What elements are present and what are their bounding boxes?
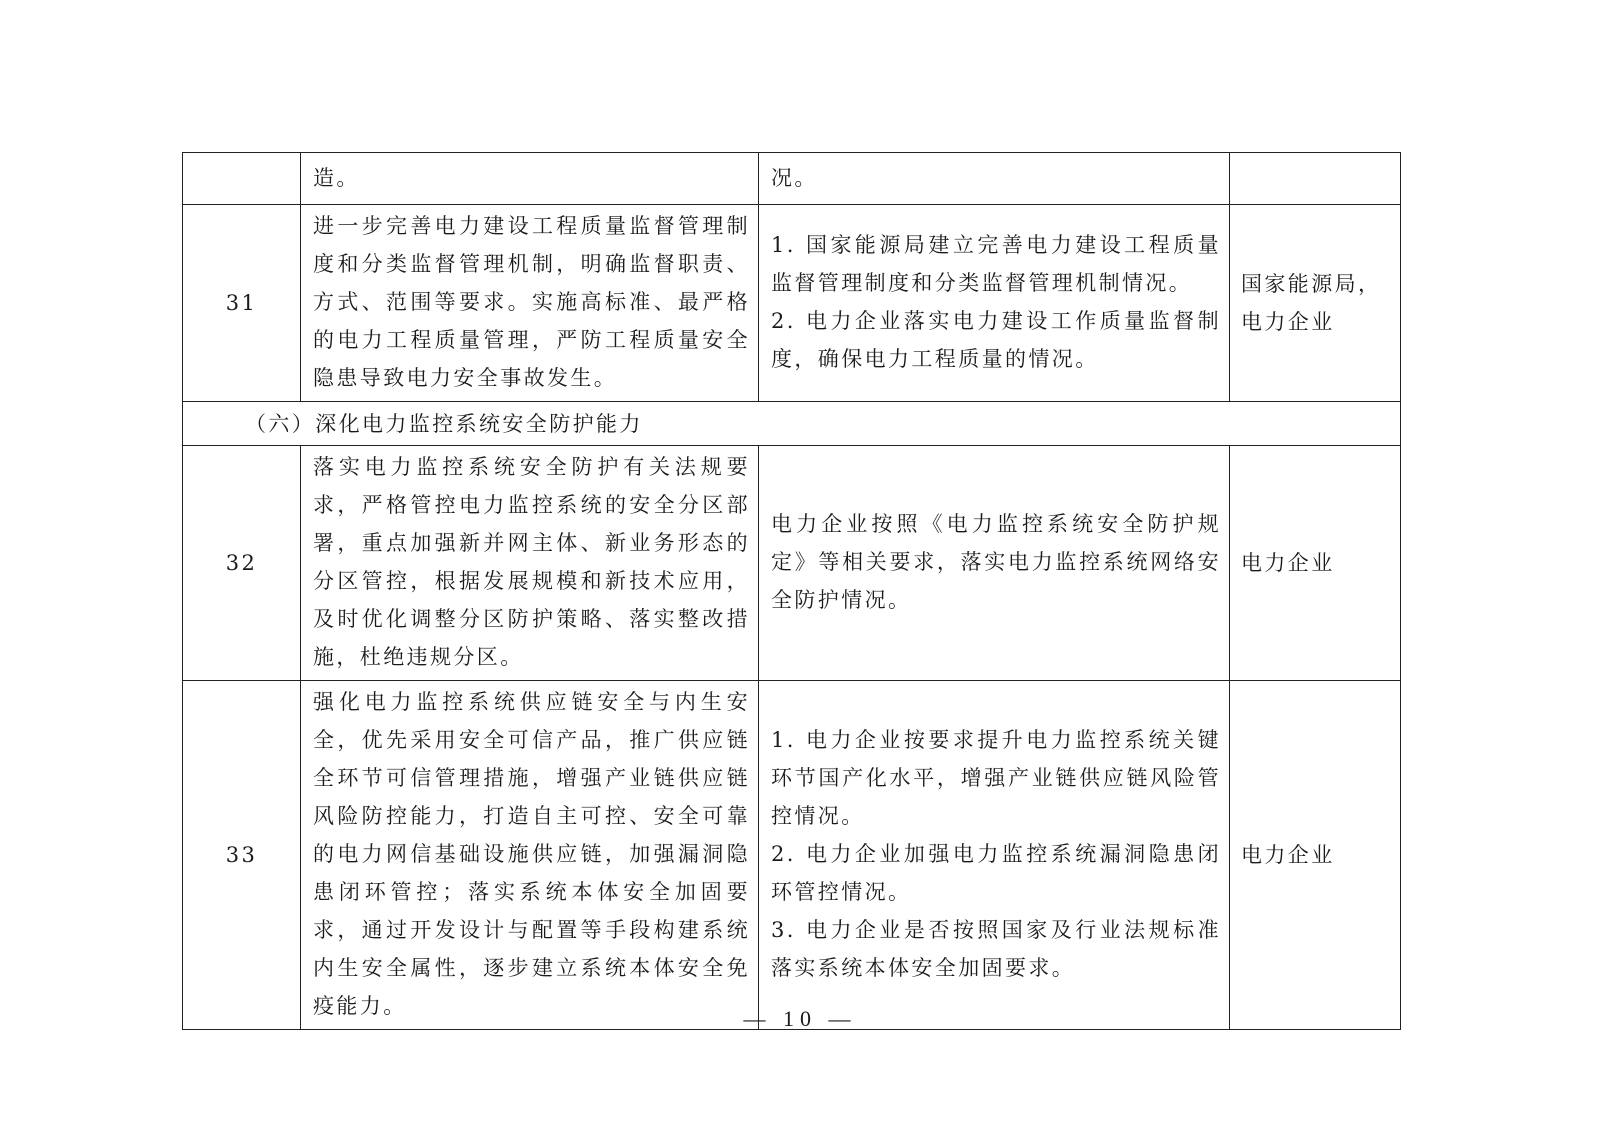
check-item: 2. 电力企业加强电力监控系统漏洞隐患闭环管控情况。: [771, 842, 1221, 904]
table-row-31: [183, 205, 1401, 402]
check-cell: [759, 446, 1230, 681]
department-cell: 电力企业: [1230, 446, 1401, 681]
task-cell: 强化电力监控系统供应链安全与内生安全，优先采用安全可信产品，推广供应链全环节可信管理措施，增强产业链供应链风险防控能力，打造自主可控、安全可靠的电力网信基础设施供应链，加强漏洞隐患闭环管控；落实系统本体安全加固要求，通过开发设计与配置等手段构建系统内生安全属性，逐步建立系统本体安全免疫能力。: [301, 681, 759, 1030]
department-cell: 国家能源局，电力企业: [1230, 205, 1401, 402]
task-cell: 进一步完善电力建设工程质量监督管理制度和分类监督管理机制，明确监督职责、方式、范围等要求。实施高标准、最严格的电力工程质量管理，严防工程质量安全隐患导致电力安全事故发生。: [301, 205, 759, 402]
section-heading: （六）深化电力监控系统安全防护能力: [183, 402, 1401, 446]
row-number: [183, 153, 301, 205]
table-row-32: [183, 446, 1401, 681]
page-number: — 10 —: [743, 1006, 857, 1031]
task-cell: 落实电力监控系统安全防护有关法规要求，严格管控电力监控系统的安全分区部署，重点加强新并网主体、新业务形态的分区管控，根据发展规模和新技术应用，及时优化调整分区防护策略、落实整改措施，杜绝违规分区。: [301, 446, 759, 681]
check-item: 1. 电力企业按要求提升电力监控系统关键环节国产化水平，增强产业链供应链风险管控情况。: [771, 728, 1221, 828]
check-item: 3. 电力企业是否按照国家及行业法规标准落实系统本体安全加固要求。: [771, 918, 1221, 980]
check-cell: 况。: [759, 153, 1230, 205]
table-row-33: [183, 681, 1401, 1030]
row-number: 32: [183, 446, 301, 681]
check-item: 1. 国家能源局建立完善电力建设工程质量监督管理制度和分类监督管理机制情况。: [771, 233, 1221, 295]
section-heading-row: [183, 402, 1401, 446]
supervision-table: [182, 152, 1401, 1030]
check-item: 电力企业按照《电力监控系统安全防护规定》等相关要求，落实电力监控系统网络安全防护情况。: [771, 512, 1221, 612]
row-number: 31: [183, 205, 301, 402]
check-cell: [759, 205, 1230, 402]
department-cell: 电力企业: [1230, 681, 1401, 1030]
task-cell: 造。: [301, 153, 759, 205]
department-cell: [1230, 153, 1401, 205]
table-row-continuation: [183, 153, 1401, 205]
check-cell: [759, 681, 1230, 1030]
row-number: 33: [183, 681, 301, 1030]
check-item: 2. 电力企业落实电力建设工作质量监督制度，确保电力工程质量的情况。: [771, 309, 1221, 371]
